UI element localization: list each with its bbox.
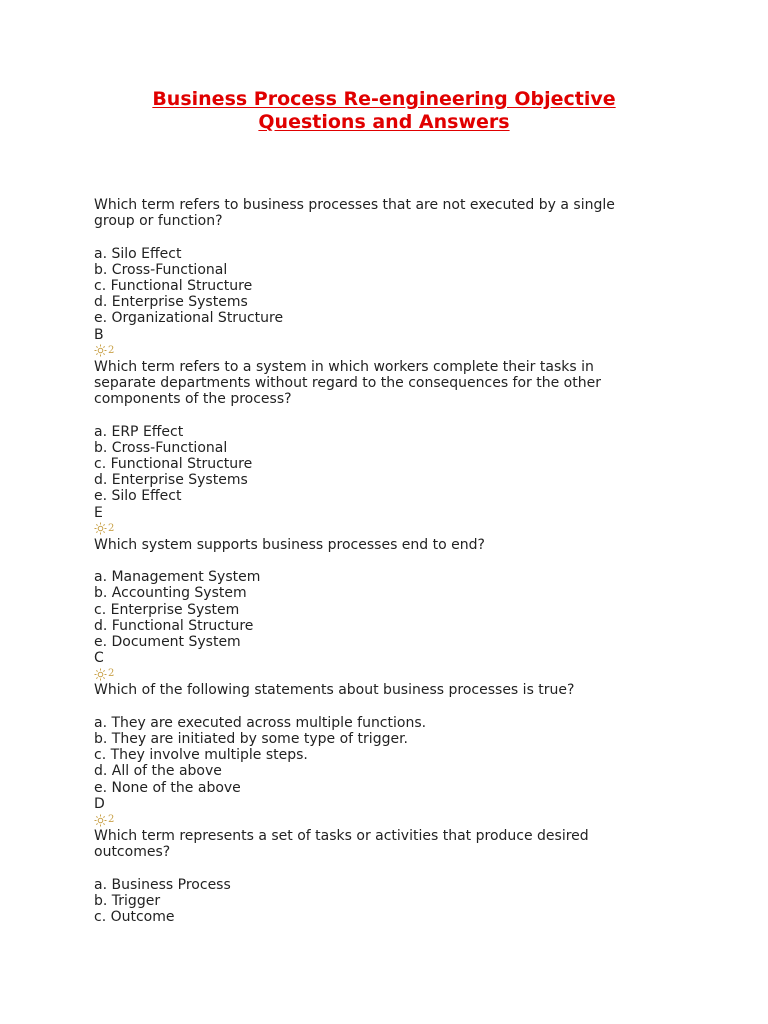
option: a. ERP Effect	[94, 423, 184, 440]
option: b. Trigger	[94, 892, 161, 909]
question-text: Which of the following statements about business processes is true?	[94, 682, 575, 699]
upvote-counter[interactable]	[94, 812, 694, 828]
title-line-1: Business Process Re-engineering Objective	[152, 88, 616, 110]
option: a. Business Process	[94, 876, 231, 893]
question-list	[94, 197, 694, 925]
counter-value: 2	[108, 344, 115, 356]
option: d. All of the above	[94, 763, 222, 780]
option: e. Organizational Structure	[94, 310, 284, 327]
option: b. They are initiated by some type of trigger.	[94, 731, 408, 748]
question-block	[94, 537, 694, 683]
answer: D	[94, 795, 105, 812]
upvote-counter[interactable]	[94, 666, 694, 682]
option: c. They involve multiple steps.	[94, 747, 308, 764]
option: c. Enterprise System	[94, 601, 240, 618]
title-line-2: Questions and Answers	[258, 111, 510, 133]
option: b. Accounting System	[94, 585, 247, 602]
question-block	[94, 828, 694, 925]
sun-icon	[94, 344, 107, 357]
sun-icon	[94, 668, 107, 681]
option: e. Document System	[94, 634, 241, 651]
question-block	[94, 359, 694, 537]
option: a. Management System	[94, 569, 261, 586]
option: d. Functional Structure	[94, 617, 254, 634]
option: b. Cross-Functional	[94, 439, 228, 456]
option: d. Enterprise Systems	[94, 472, 248, 489]
question-text: Which term refers to a system in which workers complete their tasks in separate departments without regard to the consequences for the other components of the process?	[94, 358, 601, 408]
question-text: Which system supports business processes end to end?	[94, 536, 485, 553]
option: c. Functional Structure	[94, 456, 253, 473]
option: b. Cross-Functional	[94, 261, 228, 278]
option: a. Silo Effect	[94, 245, 182, 262]
sun-icon	[94, 522, 107, 535]
counter-value: 2	[108, 813, 115, 825]
question-block	[94, 197, 694, 359]
question-text: Which term represents a set of tasks or activities that produce desired outcomes?	[94, 828, 589, 861]
question-block	[94, 682, 694, 828]
option: a. They are executed across multiple functions.	[94, 714, 427, 731]
sun-icon	[94, 814, 107, 827]
question-text: Which term refers to business processes that are not executed by a single group or function?	[94, 197, 615, 230]
counter-value: 2	[108, 522, 115, 534]
option: e. None of the above	[94, 779, 241, 796]
document-title	[60, 88, 708, 134]
answer: E	[94, 504, 103, 521]
upvote-counter[interactable]	[94, 521, 694, 537]
answer: C	[94, 650, 104, 667]
upvote-counter[interactable]	[94, 343, 694, 359]
option: e. Silo Effect	[94, 488, 182, 505]
option: c. Functional Structure	[94, 278, 253, 294]
answer: B	[94, 326, 104, 343]
option: d. Enterprise Systems	[94, 294, 248, 311]
counter-value: 2	[108, 668, 115, 680]
option: c. Outcome	[94, 909, 175, 926]
